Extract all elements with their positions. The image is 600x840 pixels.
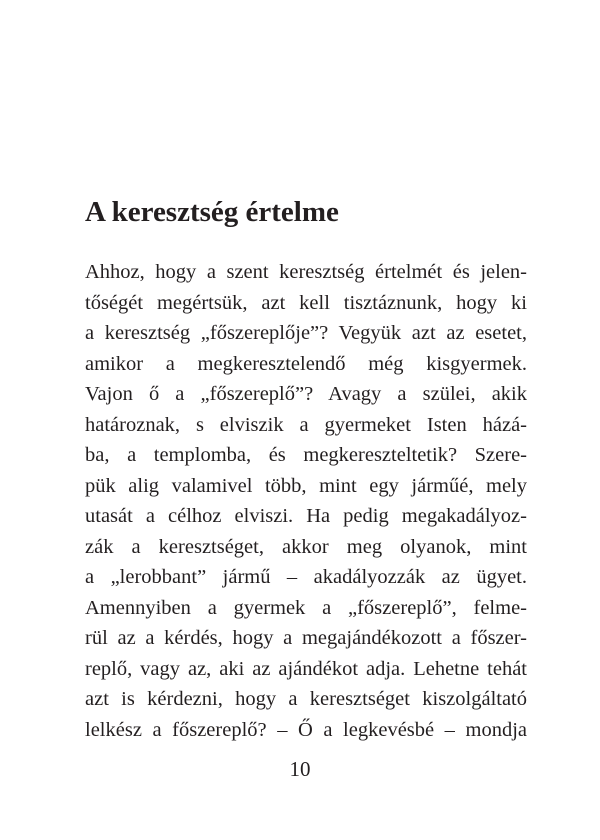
text-line: pük alig valamivel több, mint egy járműé, mely: [85, 474, 527, 497]
text-line: ba, a templomba, és megkereszteltetik? Szere-: [85, 444, 527, 466]
page-number: 10: [289, 757, 311, 781]
text-line: a keresztség „főszereplője”? Vegyük azt az esetet,: [85, 322, 527, 344]
text-line: határoznak, s elviszik a gyermeket Isten házá-: [85, 413, 527, 436]
text-line: azt is kérdezni, hogy a keresztséget kiszolgáltató: [85, 688, 527, 710]
text-line: Amennyiben a gyermek a „főszereplő”, felme-: [85, 596, 527, 619]
text-line: Vajon ő a „főszereplő”? Avagy a szülei, akik: [85, 383, 527, 405]
text-line: lelkész a főszereplő? – Ő a legkevésbé – mondja: [85, 718, 527, 741]
text-line: zák a keresztséget, akkor meg olyanok, mint: [85, 535, 527, 558]
text-line: a „lerobbant” jármű – akadályozzák az ügyet.: [85, 566, 527, 588]
text-line: Ahhoz, hogy a szent keresztség értelmét és jelen-: [85, 261, 527, 283]
text-line: tőségét megértsük, azt kell tisztáznunk, hogy ki: [85, 291, 527, 314]
text-line: utasát a célhoz elviszi. Ha pedig megakadályoz-: [85, 505, 527, 527]
text-line: rül az a kérdés, hogy a megajándékozott a főszer-: [85, 627, 527, 649]
text-line: amikor a megkeresztelendő még kisgyermek.: [85, 352, 527, 375]
text-line: replő, vagy az, aki az ajándékot adja. Lehetne tehát: [85, 657, 527, 680]
section-heading: A keresztség értelme: [85, 196, 339, 228]
body-paragraph: [85, 257, 527, 745]
